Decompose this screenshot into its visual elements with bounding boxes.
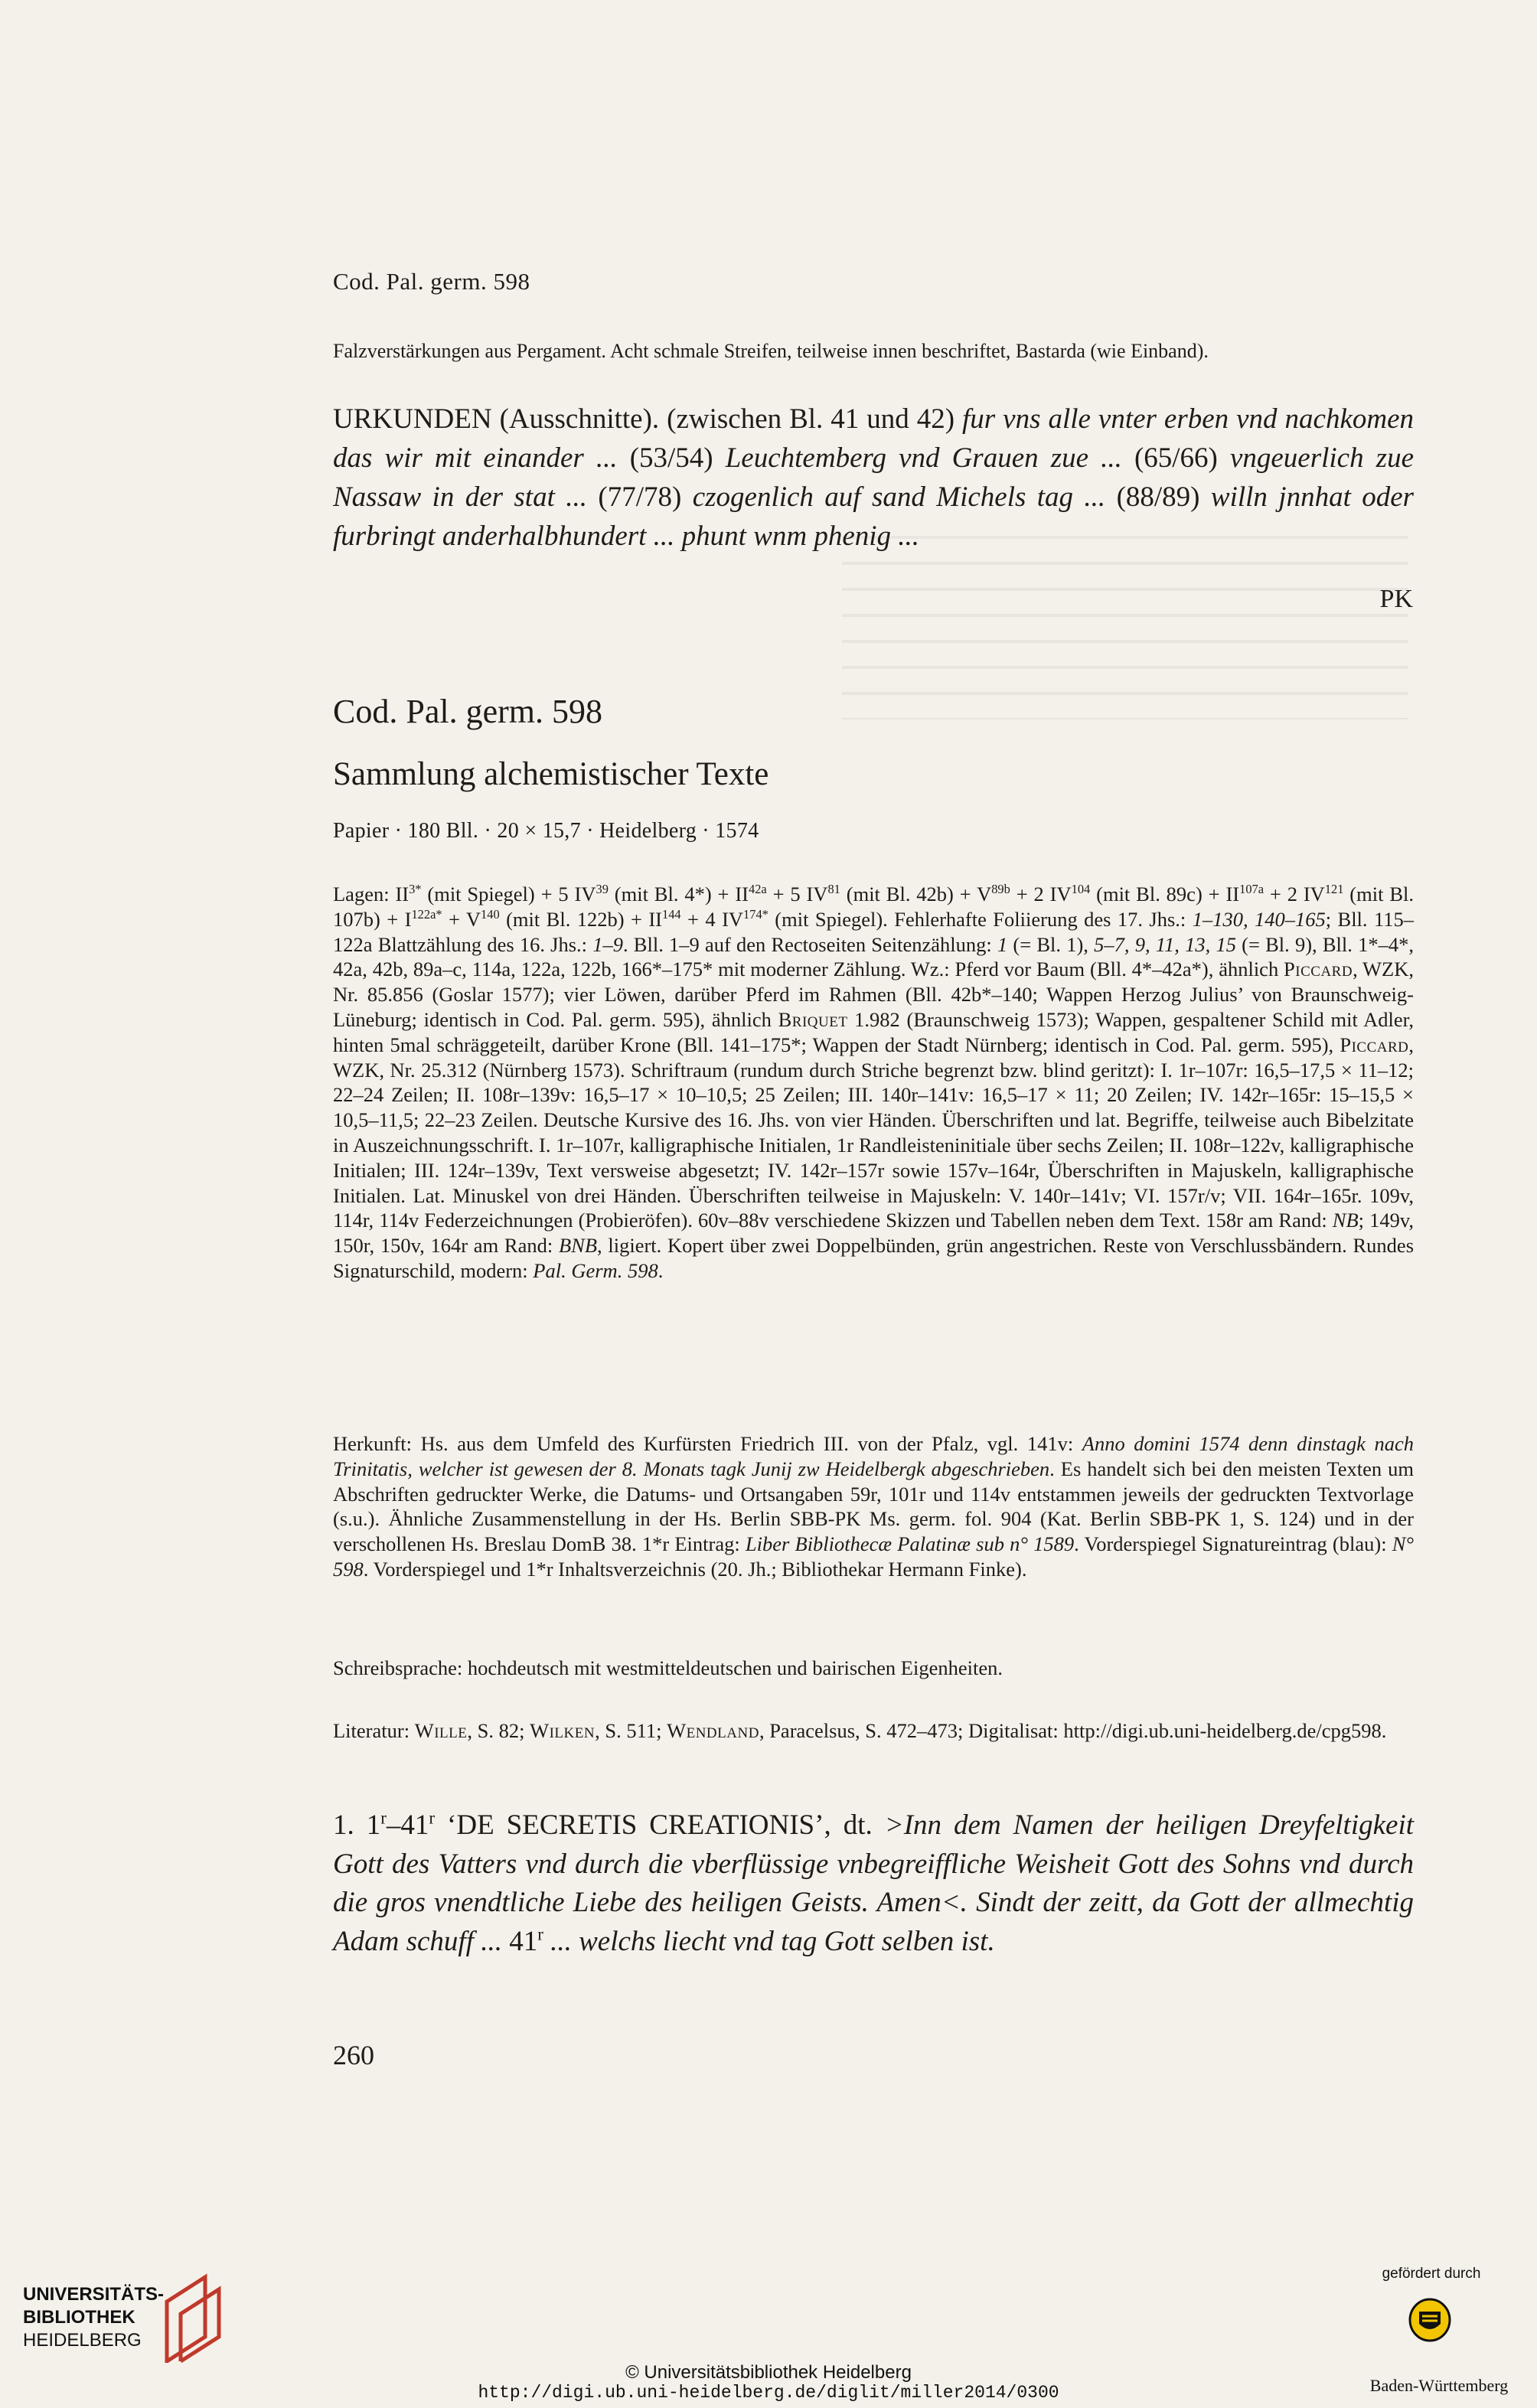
page-number: 260 [333, 2040, 374, 2070]
text-run: (mit Bl. 4*) + II [608, 883, 749, 905]
superscript: 174* [743, 906, 768, 922]
italic-run: 1 [997, 932, 1008, 956]
italic-run: 5–7, 9, 11, 13, 15 [1094, 932, 1236, 956]
urkunden-quote-1: fur vns alle vnter erben vnd nachkomen das wir mit einander ... [333, 403, 1415, 474]
superscript: 104 [1071, 882, 1091, 897]
italic-run: N° 598 [333, 1532, 1415, 1581]
text-run: . Bll. 1–9 auf den Rectoseiten Seitenzählung: [622, 932, 997, 956]
manuscript-subtitle: Sammlung alchemistischer Texte [333, 756, 769, 792]
italic-run: NB [1332, 1209, 1359, 1232]
text-run: + 4 IV [680, 907, 744, 931]
superscript: 39 [596, 882, 609, 897]
logo-line-1: UNIVERSITÄTS- [23, 2284, 165, 2305]
library-book-icon [159, 2271, 228, 2363]
entry-title: ‘DE SECRETIS CREATIONIS’, dt. [435, 1809, 885, 1841]
incipit: >Inn dem Namen der heiligen Dreyfeltigkeit Gott des Vatters vnd durch die vberflüssige vnbegreiffliche Weisheit Gott des Sohns vnd durch die gros vnendtliche Liebe des heiligen Geists. Amen<. Sindt der zeitt, da Gott der allmechtig Adam schuff ... [333, 1809, 1415, 1957]
urkunden-leaf-3: (77/78) [598, 481, 682, 513]
superscript: 140 [481, 906, 500, 922]
funder-name: Baden-Württemberg [1369, 2376, 1509, 2395]
permalink[interactable]: http://digi.ub.uni-heidelberg.de/diglit/miller2014/0300 [478, 2383, 1059, 2403]
text-run: . [658, 1258, 664, 1282]
text-run: . Vorderspiegel Signatureintrag (blau): [1074, 1532, 1392, 1556]
text-run: (mit Spiegel). Fehlerhafte Foliierung des 17. Jhs.: [768, 907, 1193, 931]
superscript: 42a [748, 882, 767, 897]
codicology-paragraph [333, 882, 1414, 1284]
text-run: (mit Bl. 107b) + I [333, 883, 1414, 931]
superscript: 81 [827, 882, 840, 897]
text-run: . Vorderspiegel und 1*r Inhaltsverzeichnis (20. Jh.; Bibliothekar Hermann Finke). [363, 1557, 1027, 1581]
manuscript-title: Cod. Pal. germ. 598 [333, 693, 602, 730]
funded-by-label: gefördert durch [1382, 2266, 1481, 2282]
running-head: Cod. Pal. germ. 598 [333, 268, 530, 295]
text-run: –41 [386, 1809, 429, 1841]
urkunden-quote-4: czogenlich auf sand Michels tag ... [692, 481, 1106, 513]
superscript: 3* [409, 882, 422, 897]
author-name: Wille [414, 1719, 468, 1742]
logo-line-3: HEIDELBERG [23, 2330, 142, 2351]
text-run: . Es handelt sich bei den meisten Texten um Abschriften gedruckter Werke, die Datums- und Ortsangaben 59r, 101r und 114v entstammen jeweils der gedruckten Textvorlage (s.u.). Ähnliche Zusammenstellung in der Hs. Berlin SBB-PK Ms. germ. fol. 904 (Kat. Berlin SBB-PK 1, S. 124) und in der verschollenen Hs. Breslau DomB 38. 1*r Eintrag: [333, 1457, 1414, 1556]
text-run: (mit Bl. 42b) + V [840, 883, 992, 905]
text-run: + 2 IV [1264, 883, 1325, 905]
falz-description: Falzverstärkungen aus Pergament. Acht schmale Streifen, teilweise innen beschriftet, Bastarda (wie Einband). [333, 340, 1209, 362]
superscript: 122a* [411, 906, 442, 922]
physical-description: Papier · 180 Bll. · 20 × 15,7 · Heidelberg · 1574 [333, 819, 759, 843]
superscript: 144 [661, 906, 681, 922]
entry-number: 1. 1 [333, 1809, 381, 1841]
author-name: Briquet [778, 1007, 848, 1031]
text-run: Lagen: II [333, 883, 410, 905]
text-run: 41 [501, 1925, 538, 1957]
urkunden-leaf-2: (65/66) [1134, 442, 1218, 474]
italic-run: BNB [558, 1234, 598, 1258]
urkunden-leaf-1: (53/54) [629, 442, 713, 474]
superscript: 107a [1239, 882, 1265, 897]
author-name: Wendland [667, 1719, 759, 1742]
text-run: (= Bl. 1), [1007, 932, 1095, 956]
literature-paragraph [333, 1718, 1414, 1744]
superscript: 89b [991, 882, 1010, 897]
library-logo-text [23, 2283, 164, 2352]
scribal-language: Schreibsprache: hochdeutsch mit westmitteldeutschen und bairischen Eigenheiten. [333, 1656, 1003, 1679]
text-run: , ligiert. Kopert über zwei Doppelbünden, grün angestrichen. Reste von Verschlussbändern. Rundes Signaturschild, modern: [333, 1234, 1415, 1282]
author-name: Wilken [530, 1719, 596, 1742]
italic-run: Anno domini 1574 denn dinstagk nach Trinitatis, welcher ist gewesen der 8. Monats tagk Junij zw Heidelbergk abgeschrieben [333, 1432, 1414, 1480]
urkunden-leaf-4: (88/89) [1116, 481, 1200, 513]
text-run: , WZK, Nr. 25.312 (Nürnberg 1573). Schriftraum (rundum durch Striche begrenzt bzw. blind geritzt): I. 1r–107r: 16,5–17,5 × 11–12; 22–24 Zeilen; II. 108r–139v: 16,5–17 × 10–10,5; 25 Zeilen; III. 140r–141v: 16,5–17 × 11; 20 Zeilen; IV. 142r–165r: 15–15,5 × 10,5–11,5; 22–23 Zeilen. Deutsche Kursive des 16. Jhs. von vier Händen. Überschriften und lat. Begriffe, teilweise auch Bibelzitate in Auszeichnungsschrift. I. 1r–107r, kalligraphische Initialen, 1r Randleisteninitiale über sechs Zeilen; II. 108r–122v, kalligraphische Initialen; III. 124r–139v, Text versweise abgesetzt; IV. 142r–157r sowie 157v–164r, Überschriften in Majuskeln, kalligraphische Initialen. Lat. Minuskel von drei Händen. Überschriften teilweise in Majuskeln: V. 140r–141v; VI. 157r/v; VII. 164r–165r. 109v, 114r, 114v Federzeichnungen (Probieröfen). 60v–88v verschiedene Skizzen und Tabellen neben dem Text. 158r am Rand: [333, 1033, 1414, 1232]
text-run: + V [442, 907, 481, 931]
text-run: (mit Spiegel) + 5 IV [421, 883, 596, 905]
italic-run: Pal. Germ. 598 [533, 1258, 658, 1282]
copyright-notice: © Universitätsbibliothek Heidelberg [625, 2362, 912, 2383]
text-run: , S. 511; [595, 1719, 667, 1742]
explicit: ... welchs liecht vnd tag Gott selben ist. [543, 1925, 995, 1957]
text-run: (= Bl. 9), Bll. 1*–4*, 42a, 42b, 89a–c, 114a, 122a, 122b, 166*–175* mit moderner Zählung. Wz.: Pferd vor Baum (Bll. 4*–42a*), ähnlich [333, 932, 1414, 981]
author-name: Piccard [1340, 1033, 1409, 1056]
text-run: ; 149v, 150r, 150v, 164r am Rand: [333, 1209, 1414, 1258]
state-coat-of-arms-icon [1407, 2296, 1453, 2344]
author-name: Piccard [1284, 958, 1353, 981]
text-run: 1.982 (Braunschweig 1573); Wappen, gespaltener Schild mit Adler, hinten 5mal schräggeteilt, darüber Krone (Bll. 141–175*; Wappen der Stadt Nürnberg; identisch in Cod. Pal. germ. 595), [333, 1007, 1414, 1056]
urkunden-paragraph [333, 400, 1414, 556]
text-run: , S. 82; [467, 1719, 530, 1742]
text-run: , WZK, Nr. 85.856 (Goslar 1577); vier Löwen, darüber Pferd im Rahmen (Bll. 42b*–140; Wappen Herzog Julius’ von Braunschweig-Lüneburg; identisch in Cod. Pal. germ. 595), ähnlich [333, 958, 1414, 1031]
superscript: r [380, 1808, 387, 1828]
urkunden-quote-3: vngeuerlich zue Nassaw in der stat ... [333, 442, 1414, 513]
urkunden-quote-5: willn jnnhat oder furbringt anderhalbhundert ... phunt wnm phenig ... [333, 481, 1415, 552]
text-run: ; Bll. 115–122a Blattzählung des 16. Jhs.: [333, 907, 1414, 956]
provenance-paragraph [333, 1431, 1414, 1582]
text-run: + 5 IV [766, 883, 828, 905]
superscript: 121 [1324, 882, 1344, 897]
superscript: r [537, 1924, 543, 1944]
text-run: , Paracelsus, S. 472–473; Digitalisat: http://digi.ub.uni-heidelberg.de/cpg598. [759, 1719, 1387, 1742]
urkunden-lead: URKUNDEN (Ausschnitte). (zwischen Bl. 41 und 42) [333, 403, 955, 435]
text-run: (mit Bl. 122b) + II [499, 907, 662, 931]
text-run: + 2 IV [1010, 883, 1072, 905]
text-run: Herkunft: Hs. aus dem Umfeld des Kurfürsten Friedrich III. von der Pfalz, vgl. 141v: [333, 1432, 1082, 1455]
logo-line-2: BIBLIOTHEK [23, 2307, 135, 2328]
italic-run: 1–130, 140–165 [1192, 907, 1326, 931]
text-run: Literatur: [333, 1719, 415, 1742]
superscript: r [429, 1808, 436, 1828]
text-run: (mit Bl. 89c) + II [1090, 883, 1240, 905]
italic-run: 1–9 [592, 932, 623, 956]
text-entry-1 [333, 1806, 1414, 1961]
urkunden-quote-2: Leuchtemberg vnd Grauen zue ... [725, 442, 1122, 474]
italic-run: Liber Bibliothecæ Palatinæ sub n° 1589 [745, 1532, 1075, 1556]
author-signature: PK [1379, 585, 1413, 613]
